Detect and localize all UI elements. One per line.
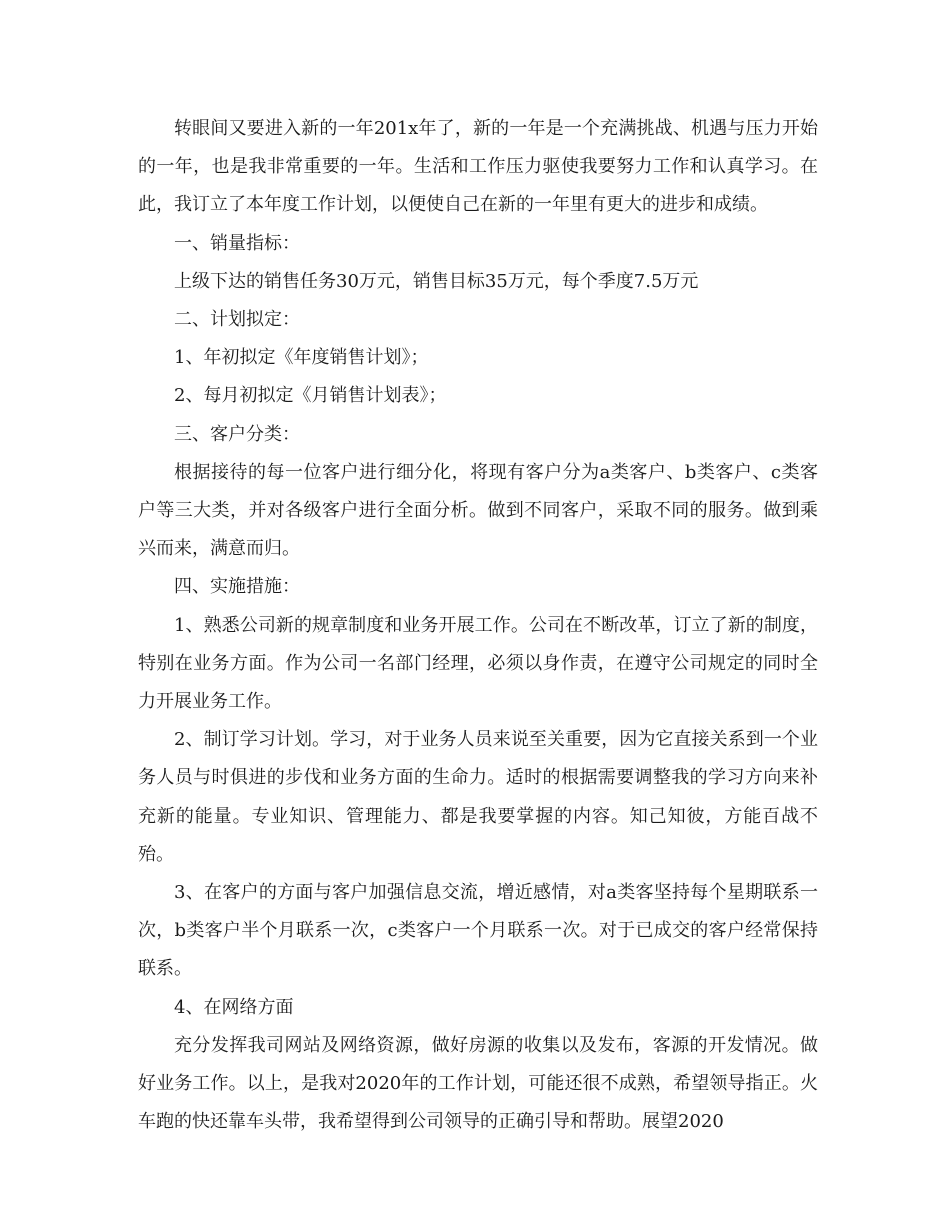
measure-item-3: 3、在客户的方面与客户加强信息交流，增近感情，对a类客坚持每个星期联系一次，b类客户半个月联系一次，c类客户一个月联系一次。对于已成交的客户经常保持联系。 [138,882,818,980]
measure-item-1: 1、熟悉公司新的规章制度和业务开展工作。公司在不断改革，订立了新的制度，特别在业务方面。作为公司一名部门经理，必须以身作责，在遵守公司规定的同时全力开展业务工作。 [138,614,818,713]
plan-item-monthly: 2、每月初拟定《月销售计划表》； [174,385,447,407]
sales-target-paragraph: 上级下达的销售任务30万元，销售目标35万元，每个季度7.5万元 [174,270,699,292]
section-heading-measures: 四、实施措施： [174,576,300,598]
closing-paragraph: 充分发挥我司网站及网络资源，做好房源的收集以及发布，客源的开发情况。做好业务工作。以上，是我对2020年的工作计划，可能还很不成熟，希望领导指正。火车跑的快还靠车头带，我希望得到公司领导的正确引导和帮助。展望2020 [138,1034,818,1133]
measure-item-4: 4、在网络方面 [174,996,294,1018]
document-body [138,110,818,1141]
plan-item-annual: 1、年初拟定《年度销售计划》； [174,347,429,369]
section-heading-customer-classification: 三、客户分类： [174,423,300,445]
measure-item-2: 2、制订学习计划。学习，对于业务人员来说至关重要，因为它直接关系到一个业务人员与时俱进的步伐和业务方面的生命力。适时的根据需要调整我的学习方向来补充新的能量。专业知识、管理能力、都是我要掌握的内容。知己知彼，方能百战不殆。 [138,729,818,865]
intro-paragraph: 转眼间又要进入新的一年201x年了，新的一年是一个充满挑战、机遇与压力开始的一年，也是我非常重要的一年。生活和工作压力驱使我要努力工作和认真学习。在此，我订立了本年度工作计划，以便使自己在新的一年里有更大的进步和成绩。 [138,118,818,216]
customer-classification-paragraph: 根据接待的每一位客户进行细分化，将现有客户分为a类客户、b类客户、c类客户等三大类，并对各级客户进行全面分析。做到不同客户，采取不同的服务。做到乘兴而来，满意而归。 [138,461,818,560]
section-heading-sales-target: 一、销量指标： [174,232,300,254]
section-heading-plan: 二、计划拟定： [174,309,300,331]
